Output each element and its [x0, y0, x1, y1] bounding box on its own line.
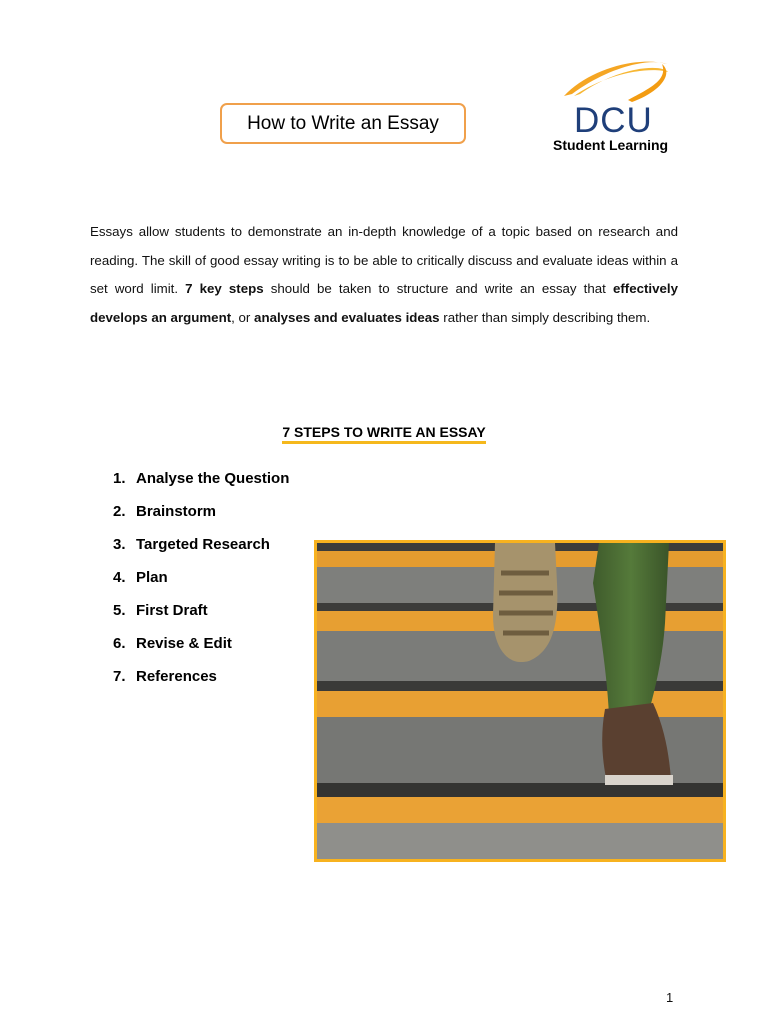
stairs-illustration: [317, 543, 723, 859]
dcu-logo: [550, 54, 690, 158]
step-label: Analyse the Question: [136, 470, 290, 487]
intro-text-2: should be taken to structure and write an essay that: [263, 281, 613, 297]
step-number: 1.: [113, 470, 126, 487]
step-label: References: [136, 668, 217, 685]
stair-stripe: [317, 691, 723, 717]
step-number: 7.: [113, 668, 126, 685]
intro-bold-key-steps: 7 key steps: [185, 281, 264, 297]
list-item: [113, 602, 289, 635]
steps-heading: [0, 424, 768, 444]
intro-bold-argument: effectively develops an argument: [90, 281, 678, 325]
dcu-logo-graphic: [550, 54, 690, 138]
step-number: 4.: [113, 569, 126, 586]
logo-text: DCU: [574, 101, 653, 138]
intro-text-1: Essays allow students to demonstrate an in-depth knowledge of a topic based on research and reading. The skill of good essay writing is to be able to critically discuss and evaluate ideas within a set word limit.: [90, 224, 678, 297]
step-number: 2.: [113, 503, 126, 520]
shoe-sole: [493, 543, 557, 662]
intro-text-4: rather than simply describing them.: [439, 309, 651, 325]
intro-text-3: , or: [231, 309, 255, 325]
list-item: [113, 635, 289, 668]
list-item: [113, 536, 289, 569]
step-number: 5.: [113, 602, 126, 619]
logo-subtitle: Student Learning: [553, 137, 669, 153]
steps-list: [113, 470, 289, 701]
step-label: Brainstorm: [136, 503, 217, 520]
list-item: [113, 668, 289, 701]
step-label: Revise & Edit: [136, 635, 232, 652]
page-number: 1: [666, 990, 674, 1005]
step-number: 6.: [113, 635, 126, 652]
list-item: [113, 503, 289, 536]
intro-paragraph: [90, 218, 678, 332]
stair-stripe: [317, 797, 723, 823]
step-label: First Draft: [136, 602, 208, 619]
step-number: 3.: [113, 536, 126, 553]
step-label: Targeted Research: [136, 536, 270, 553]
list-item: [113, 569, 289, 602]
intro-bold-analyses: analyses and evaluates ideas: [254, 309, 440, 325]
step-label: Plan: [136, 569, 168, 586]
stairs-photo: [314, 540, 726, 862]
page-title: How to Write an Essay: [247, 112, 439, 134]
title-box: [220, 103, 466, 144]
list-item: [113, 470, 289, 503]
steps-heading-text: 7 STEPS TO WRITE AN ESSAY: [282, 424, 485, 444]
